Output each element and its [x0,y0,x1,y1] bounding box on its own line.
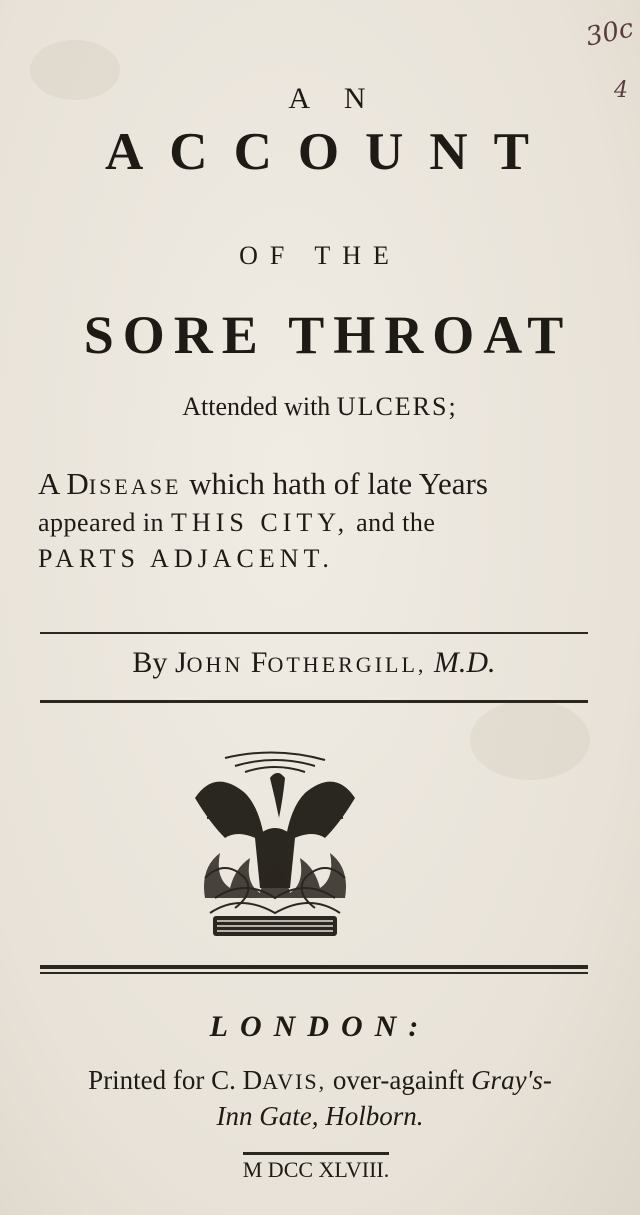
title-sore-throat: SORE THROAT [83,305,573,365]
by-word: By [132,646,168,679]
imprint-date [0,1157,636,1183]
author-degree: M.D. [433,646,496,679]
handwritten-number: 4 [614,78,628,103]
description-text: appeared in [38,508,165,537]
author-initial: J [174,646,187,679]
disease-smallcaps: ISEASE [88,474,182,499]
subtitle-ulcers: ULCERS; [336,392,458,421]
imprint-line-2 [20,1099,620,1133]
this-city: THIS CITY, [171,508,350,537]
phoenix-rising-from-flames-icon [185,748,365,942]
handwritten-shelfmark: 30c [583,13,637,53]
rule-upper [40,632,588,634]
printer-name: AVIS, [262,1069,327,1094]
imprint-place: Gray's- [471,1065,552,1095]
rule-thick [40,965,588,969]
rule-lower [40,700,588,703]
description-paragraph [38,466,618,577]
author-surname: OTHERGILL, [267,652,427,677]
title-of-the: OF THE [239,241,401,270]
description-line-2 [38,505,618,541]
imprint-text: Printed for C. D [88,1065,263,1095]
subtitle-attended [0,392,640,422]
imprint-text: over-againft [332,1065,465,1095]
article-word: A N [288,82,380,115]
imprint-place: Inn Gate, [216,1101,319,1131]
author-first-name: OHN [186,652,244,677]
subtitle-text: Attended with [182,392,331,421]
imprint-printer [20,1063,620,1133]
date-text: M DCC XLVIII. [243,1152,389,1182]
imprint-line-1 [20,1063,620,1099]
author-initial: F [250,646,268,679]
author-line [0,646,634,680]
description-line-3: PARTS ADJACENT. [38,544,334,573]
rule-thin [40,972,588,974]
paper-stain [470,700,590,780]
imprint-city: LONDON: [209,1010,431,1043]
disease-initial: A D [38,466,89,501]
description-text: and the [356,508,436,537]
imprint-place: Holborn. [325,1101,424,1131]
description-text: which hath of late Years [189,466,488,501]
description-line-1 [38,466,618,505]
title-account: ACCOUNT [105,123,555,181]
